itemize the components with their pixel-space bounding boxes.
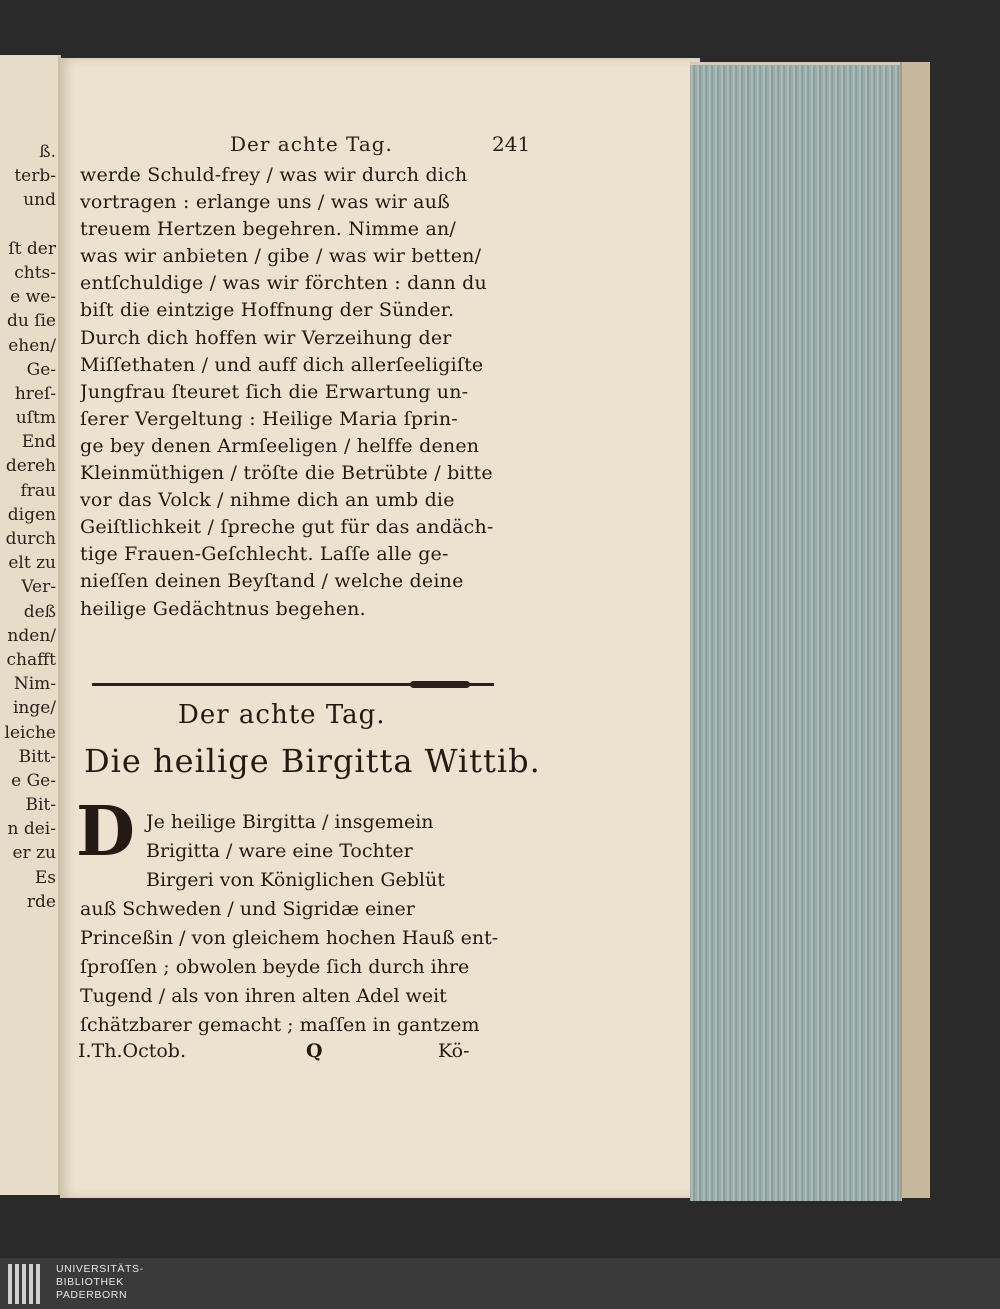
text-line: Princeßin / von gleichem hochen Hauß ent‑ — [80, 927, 499, 949]
left-line: leiche — [4, 722, 56, 743]
text-line: Miſſethaten / und auff dich allerſeeligiſte — [80, 353, 484, 376]
text-line: ſchätzbarer gemacht ; maſſen in gantzem — [80, 1014, 480, 1036]
left-line: digen — [7, 504, 56, 525]
left-line: ß. — [39, 142, 56, 162]
left-line: uſtm — [15, 408, 56, 429]
left-line: Bitt‑ — [18, 746, 56, 767]
text-line: nieſſen deinen Beyſtand / welche deine — [80, 570, 464, 593]
text-line: Durch dich hoffen wir Verzeihung der — [80, 326, 452, 349]
page-footer — [78, 1040, 518, 1070]
left-line: ehen/ — [8, 335, 56, 356]
text-line: werde Schuld‑frey / was wir durch dich — [80, 164, 468, 186]
text-line: ſproſſen ; obwolen beyde ſich durch ihre — [80, 956, 470, 978]
text-line: ge bey denen Armſeeligen / helffe denen — [80, 434, 480, 457]
library-footer-bar — [0, 1258, 1000, 1309]
text-line: tige Frauen‑Geſchlecht. Laſſe alle ge‑ — [80, 543, 449, 566]
left-line: und — [23, 190, 56, 211]
text-line: auß Schweden / und Sigridæ einer — [80, 898, 415, 920]
left-line: Bit‑ — [25, 795, 56, 816]
text-line: Geiſtlichkeit / ſpreche gut für das andäch‑ — [80, 516, 494, 539]
left-line: deß — [23, 601, 56, 622]
left-line: nden/ — [7, 625, 56, 646]
left-line: Ge‑ — [26, 359, 56, 380]
section-divider-rule — [92, 683, 494, 686]
left-line: elt zu — [8, 553, 56, 574]
text-line: treuem Hertzen begehren. Nimme an/ — [80, 218, 457, 241]
text-line: vor das Volck / nihme dich an umb die — [80, 489, 455, 512]
left-line: dereh — [5, 456, 56, 477]
text-line: Je heilige Birgitta / insgemein — [146, 811, 434, 833]
gathering-mark: Q — [306, 1040, 323, 1062]
page-number: 241 — [492, 132, 531, 156]
drop-cap: D — [76, 792, 135, 872]
saint-title: Die heilige Birgitta Wittib. — [84, 742, 541, 780]
left-line: du ſie — [6, 311, 56, 332]
section-title: Der achte Tag. — [178, 700, 386, 730]
library-name-line: PADERBORN — [56, 1289, 128, 1301]
left-line: End — [21, 432, 56, 453]
text-line: Tugend / als von ihren alten Adel weit — [80, 985, 447, 1007]
library-name-line: UNIVERSITÄTS- — [56, 1263, 144, 1275]
left-line: er zu — [12, 843, 56, 864]
left-line: n dei‑ — [7, 819, 56, 840]
text-line: heilige Gedächtnus begehen. — [80, 597, 366, 620]
left-line: rde — [26, 891, 56, 912]
running-head: Der achte Tag. — [230, 132, 393, 156]
text-line: ſerer Vergeltung : Heilige Maria ſprin‑ — [80, 407, 458, 430]
text-line: Brigitta / ware eine Tochter — [146, 840, 413, 862]
left-line: hreſ‑ — [14, 383, 56, 404]
left-line: e we‑ — [10, 287, 56, 308]
book-cover-edge — [900, 62, 930, 1198]
signature-mark: I.Th.Octob. — [78, 1040, 186, 1062]
legend-text — [80, 808, 520, 1040]
left-line: Es — [34, 867, 56, 888]
text-line: biſt die eintzige Hoffnung der Sünder. — [80, 299, 455, 322]
prayer-text — [80, 162, 520, 623]
text-line: Jungfrau ſteuret ſich die Erwartung un‑ — [80, 380, 469, 403]
left-line: ſt der — [8, 238, 56, 259]
left-line: e Ge‑ — [11, 770, 56, 791]
left-line: inge/ — [12, 698, 56, 719]
left-line: Ver‑ — [21, 577, 56, 598]
text-line: Kleinmüthigen / tröſte die Betrübte / bitte — [80, 462, 493, 485]
left-line: durch — [5, 529, 56, 549]
text-line: entſchuldige / was wir förchten : dann du — [80, 272, 487, 295]
page-block-edge — [690, 62, 902, 1201]
left-line: terb‑ — [14, 166, 56, 187]
text-line: Birgeri von Königlichen Geblüt — [146, 869, 445, 891]
library-logo-icon — [8, 1264, 48, 1304]
library-name — [56, 1263, 144, 1302]
left-line: Nim‑ — [13, 674, 56, 695]
left-line: frau — [20, 480, 56, 501]
left-line: chts‑ — [14, 262, 56, 283]
left-page-text — [2, 140, 58, 914]
library-name-line: BIBLIOTHEK — [56, 1276, 124, 1288]
left-line: chafft — [6, 649, 56, 670]
text-line: was wir anbieten / gibe / was wir betten/ — [80, 245, 482, 268]
left-line — [2, 213, 58, 237]
text-line: vortragen : erlange uns / was wir auß — [80, 191, 451, 214]
left-page — [0, 55, 61, 1195]
catchword: Kö‑ — [438, 1040, 470, 1062]
